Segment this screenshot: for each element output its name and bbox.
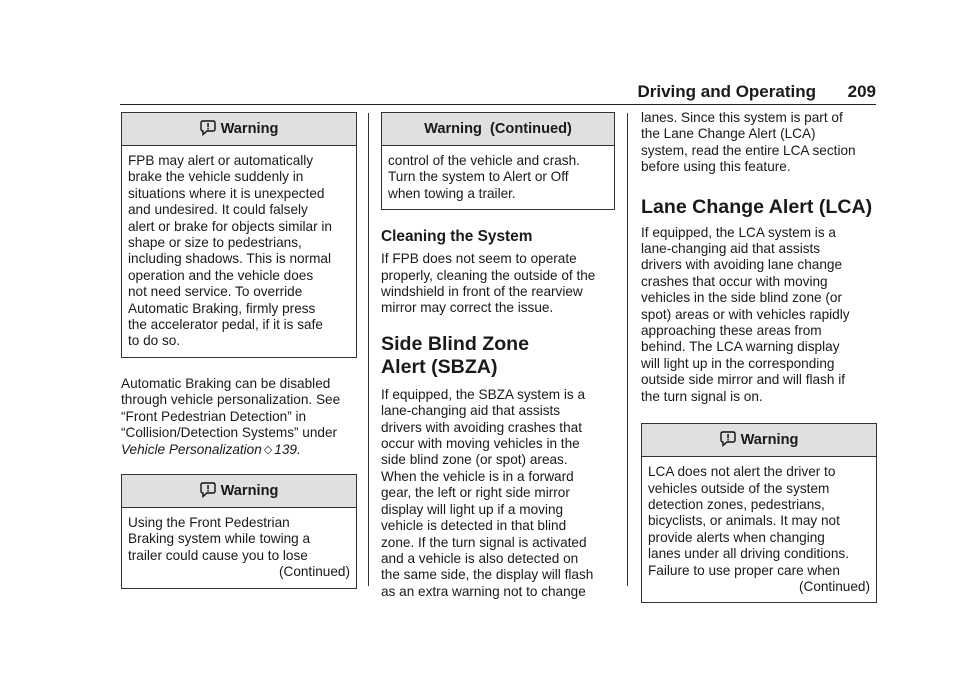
warning-line: detection zones, pedestrians,: [648, 496, 825, 512]
paragraph-line: behind. The LCA warning display: [641, 339, 840, 355]
paragraph-line: windshield in front of the rearview: [381, 284, 583, 300]
warning-line: not need service. To override: [128, 284, 303, 300]
paragraph-line: and a vehicle is also detected on: [381, 550, 579, 566]
paragraph-line: outside side mirror and will flash if: [641, 372, 845, 388]
warning-icon: [200, 119, 216, 136]
paragraph-line: lane-changing aid that assists: [641, 241, 821, 257]
warning-line: Braking system while towing a: [128, 531, 311, 547]
paragraph-line: drivers with avoiding crashes that: [381, 419, 582, 435]
warning-box-fpb: [121, 112, 357, 358]
warning-line: including shadows. This is normal: [128, 251, 331, 267]
warning-body: [642, 457, 876, 602]
warning-line: LCA does not alert the driver to: [648, 464, 836, 480]
paragraph-line: “Collision/Detection Systems” under: [121, 425, 338, 441]
warning-line: Turn the system to Alert or Off: [388, 169, 569, 185]
warning-title: Warning: [220, 121, 279, 137]
warning-line: and undesired. It could falsely: [128, 202, 308, 218]
warning-header: [122, 475, 356, 508]
paragraph-line: zone. If the turn signal is activated: [381, 534, 587, 550]
paragraph-line: occur with moving vehicles in the: [381, 436, 580, 452]
paragraph-line: through vehicle personalization. See: [121, 392, 341, 408]
warning-line: the accelerator pedal, if it is safe: [128, 317, 323, 333]
paragraph-line: If FPB does not seem to operate: [381, 251, 577, 267]
column-3: [641, 110, 877, 621]
paragraph-line: mirror may correct the issue.: [381, 300, 554, 316]
paragraph-cleaning: [381, 251, 615, 317]
paragraph-line: gear, the left or right side mirror: [381, 485, 570, 501]
paragraph-sbza-continued: [641, 110, 877, 176]
warning-icon: [720, 430, 736, 447]
continued-label: (Continued): [798, 578, 870, 594]
heading-line: Alert (SBZA): [381, 355, 498, 378]
heading-line: Side Blind Zone: [381, 332, 530, 355]
paragraph-line: system, read the entire LCA section: [641, 142, 856, 158]
column-divider-1: [368, 113, 369, 586]
xref-page[interactable]: 139.: [274, 441, 301, 457]
paragraph-line: spot) areas or with vehicles rapidly: [641, 306, 850, 322]
warning-line: trailer could cause you to lose: [128, 547, 308, 563]
warning-line: operation and the vehicle does: [128, 267, 314, 283]
warning-body: [122, 146, 356, 357]
warning-line: situations where it is unexpected: [128, 185, 325, 201]
column-2: [381, 112, 615, 616]
warning-body: [122, 508, 356, 588]
heading-sbza: [381, 333, 615, 379]
paragraph-line: approaching these areas from: [641, 323, 822, 339]
warning-icon: [200, 481, 216, 498]
warning-title: Warning: [740, 432, 799, 449]
paragraph-line: lane-changing aid that assists: [381, 403, 561, 419]
paragraph-sbza: [381, 387, 615, 600]
paragraph-lca: [641, 225, 877, 405]
warning-line: alert or brake for objects similar in: [128, 218, 332, 234]
paragraph-line: properly, cleaning the outside of the: [381, 267, 596, 283]
paragraph-disable-braking: [121, 376, 357, 458]
paragraph-line: If equipped, the LCA system is a: [641, 224, 836, 240]
paragraph-line: vehicle is detected in that blind: [381, 518, 567, 534]
paragraph-line: When the vehicle is in a forward: [381, 468, 574, 484]
warning-line: vehicles outside of the system: [648, 480, 830, 496]
warning-box-towing: [121, 474, 357, 589]
paragraph-line: side blind zone (or spot) areas.: [381, 452, 568, 468]
paragraph-line: Automatic Braking can be disabled: [121, 375, 331, 391]
xref-line: [121, 442, 357, 458]
paragraph-line: lanes. Since this system is part of: [641, 110, 843, 125]
page-ref-arrow-icon: ◇: [263, 443, 273, 456]
paragraph-line: drivers with avoiding lane change: [641, 257, 843, 273]
warning-line: lanes under all driving conditions.: [648, 546, 850, 562]
section-title: Driving and Operating: [637, 82, 816, 101]
warning-header: [642, 424, 876, 457]
warning-line: to do so.: [128, 333, 181, 349]
paragraph-line: display will light up if a moving: [381, 501, 564, 517]
warning-line: FPB may alert or automatically: [128, 153, 314, 168]
heading-lca: Lane Change Alert (LCA): [641, 195, 873, 218]
warning-header: [122, 113, 356, 146]
paragraph-line: vehicles in the side blind zone (or: [641, 290, 842, 306]
paragraph-line: crashes that occur with moving: [641, 273, 828, 289]
warning-box-lca: [641, 423, 877, 603]
paragraph-line: the Lane Change Alert (LCA): [641, 126, 816, 142]
warning-body: [382, 146, 614, 209]
paragraph-line: as an extra warning not to change: [381, 583, 586, 599]
warning-line: control of the vehicle and crash.: [388, 153, 580, 168]
paragraph-line: “Front Pedestrian Detection” in: [121, 408, 307, 424]
column-1: [121, 112, 357, 607]
continued-label: (Continued): [278, 564, 350, 580]
warning-title: Warning: [220, 482, 279, 499]
warning-line: Failure to use proper care when: [648, 562, 840, 578]
paragraph-line: If equipped, the SBZA system is a: [381, 386, 586, 402]
heading-cleaning: Cleaning the System: [381, 228, 533, 246]
paragraph-line: the turn signal is on.: [641, 388, 763, 404]
warning-box-continued: [381, 112, 615, 210]
paragraph-line: the same side, the display will flash: [381, 567, 594, 583]
warning-line: Automatic Braking, firmly press: [128, 300, 316, 316]
warning-line: shape or size to pedestrians,: [128, 235, 302, 251]
page-header: [120, 82, 876, 105]
warning-line: Using the Front Pedestrian: [128, 514, 290, 530]
column-divider-2: [627, 113, 628, 586]
warning-line: provide alerts when changing: [648, 529, 825, 545]
page-number: 209: [847, 82, 876, 101]
xref-link[interactable]: Vehicle Personalization: [121, 441, 262, 457]
warning-line: brake the vehicle suddenly in: [128, 169, 304, 185]
paragraph-line: will light up in the corresponding: [641, 355, 835, 371]
warning-line: when towing a trailer.: [388, 185, 516, 201]
warning-header: Warning (Continued): [382, 113, 614, 146]
paragraph-line: before using this feature.: [641, 159, 791, 175]
warning-line: bicyclists, or animals. It may not: [648, 513, 840, 529]
